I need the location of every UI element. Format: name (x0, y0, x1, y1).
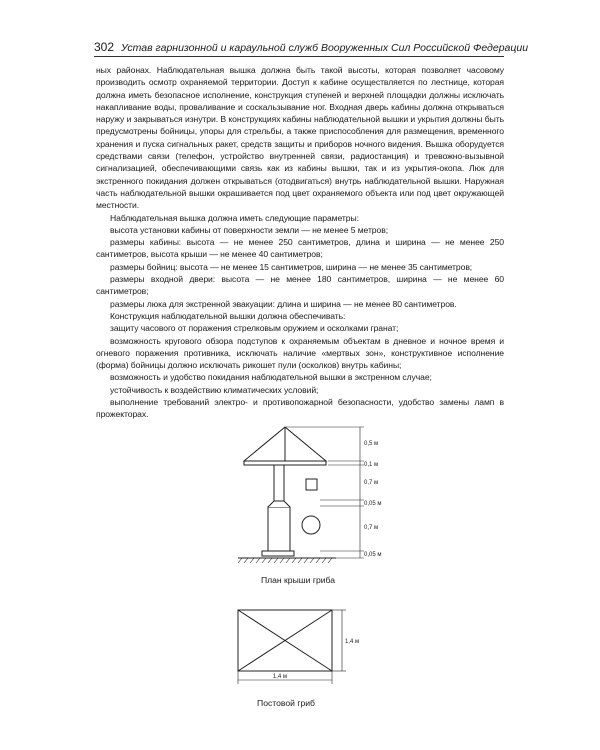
page-number: 302 (94, 40, 115, 54)
dim-label: 0,05 м (364, 501, 382, 507)
figure-caption: Постовой гриб (257, 698, 315, 708)
dim-label: 0,7 м (364, 480, 379, 486)
dim-label: 0,5 м (364, 441, 379, 447)
dim-label: 0,05 м (364, 552, 382, 558)
paragraph: возможность и удобство покидания наблюдательной вышки в экстренном случае; (110, 372, 432, 383)
running-title: Устав гарнизонной и караульной служб Вооруженных Сил Российской Федерации (120, 42, 529, 54)
paragraph: размеры входной двери: высота — не менее 180 сантиметров, ширина — не менее 60 сантиметров; (96, 274, 504, 297)
paragraph: устойчивость к воздействию климатических условий; (110, 384, 319, 395)
dimension-labels (364, 441, 381, 558)
roof-plan-drawing (238, 610, 346, 684)
paragraph: выполнение требований электро- и противопожарной безопасности, удобство замены ламп в прожекторах. (96, 397, 504, 420)
figure-caption: План крыши гриба (260, 575, 336, 585)
paragraph: размеры люка для экстренной эвакуации: длина и ширина — не менее 80 сантиметров. (110, 298, 457, 309)
roof-plan-height-label: 1,4 м (345, 639, 360, 645)
paragraph: ных районах. Наблюдательная вышка должна быть такой высоты, которая позволяет часовому производить осмотр охраняемой территории. Доступ к кабине осуществляется по лестнице, которая должна иметь безопасное исполнение, конструкция ступеней и верхней площадки должны исключать накапливание воды, проваливание и соскальзывание ног. Входная дверь кабины должна открываться наружу и закрываться изнутри. В конструкциях кабины наблюдательной вышки и укрытия должны быть предусмотрены бойницы, упоры для стрельбы, а также приспособления для размещения, временного хранения и пуска сигнальных ракет, средств защиты и приборов ночного видения. Вышка оборудуется средствами связи (телефон, устройство внутренней связи, радиостанция) и тревожно-вызывной сигнализацией, обеспечивающими связь как из кабины вышки, так и из укрытия-окопа. Люк для экстренного покидания должен открываться (отодвигаться) внутрь наблюдательной вышки. Наружная часть наблюдательной вышки окрашивается под цвет охраняемого объекта или под цвет окружающей местности. (96, 65, 504, 211)
paragraph: возможность кругового обзора подступов к охраняемым объектам в дневное и ночное время и огневого поражения противника, исключать наличие «мертвых зон», конструктивное исполнение (форма) бойницы должно исключать рикошет пули (осколков) внутрь кабины; (96, 335, 504, 371)
ground-hatching (238, 558, 332, 563)
dim-label: 0,7 м (364, 525, 379, 531)
paragraph: высота установки кабины от поверхности земли — не менее 5 метров; (110, 224, 388, 235)
tower-base (262, 551, 294, 556)
paragraph: Наблюдательная вышка должна иметь следующие параметры: (110, 212, 359, 223)
tower-lower-body (268, 507, 290, 551)
tower-window (306, 479, 317, 490)
tower-porthole (302, 516, 320, 534)
paragraph: размеры бойниц: высота — не менее 15 сантиметров, ширина — не менее 35 сантиметров; (110, 261, 473, 272)
roof-plan-width-label: 1,4 м (272, 674, 288, 680)
paragraph: защиту часового от поражения стрелковым оружием и осколками гранат; (110, 323, 399, 334)
paragraph: Конструкция наблюдательной вышки должна обеспечивать: (110, 310, 346, 321)
dim-label: 0,1 м (364, 462, 379, 468)
roof-rim (244, 461, 326, 465)
observation-tower-drawing (238, 427, 364, 563)
paragraph: размеры кабины: высота — не менее 250 сантиметров, длина и ширина — не менее 250 сантиметров, высота крыши — не менее 40 сантиметров; (96, 237, 504, 260)
